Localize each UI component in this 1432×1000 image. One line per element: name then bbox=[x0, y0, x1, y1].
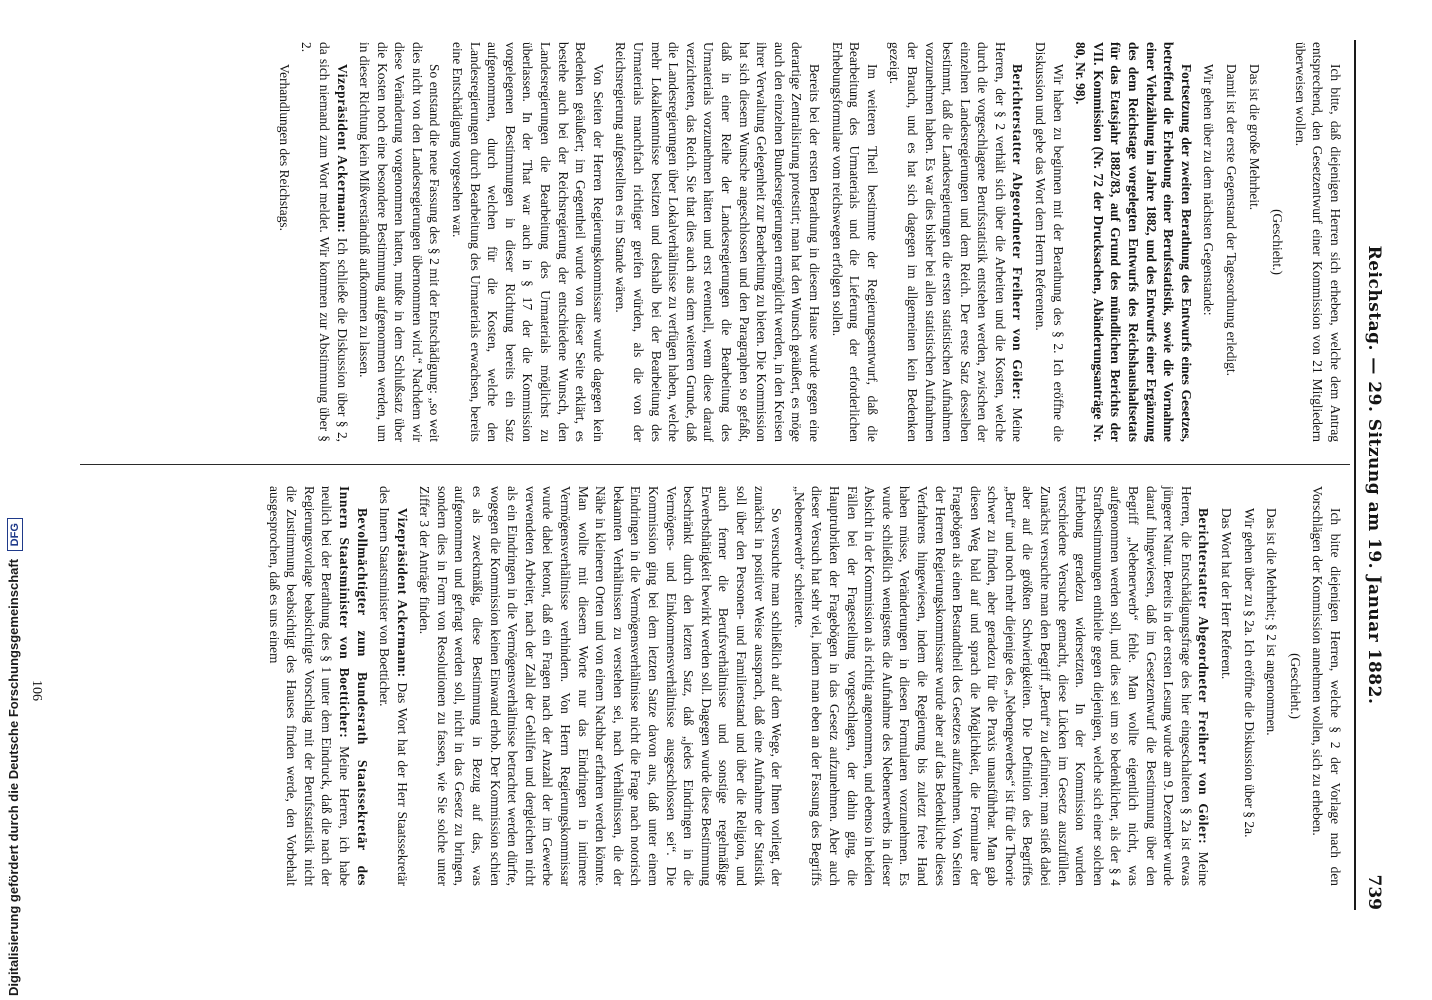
paragraph: Wir haben zu beginnen mit der Berathung des § 2. Ich eröffne die Diskussion und gebe das Wort dem Herrn Referenten. bbox=[1033, 42, 1066, 442]
stage-direction: (Geschieht.) bbox=[1270, 209, 1286, 275]
speaker-name: Bevollmächtigter zum Bundesrath Staatssekretär des Innern Staatsminister von Boetticher: bbox=[336, 486, 370, 886]
paragraph: So entstand die neue Fassung des § 2 mit der Entschädigung: „so weit dies nicht von den Landesregierungen übernommen wird.“ Nachdem wir diese Veränderung vorgenommen hatten, mußte in dem Schlußsatz über die Kosten noch eine besondere Bestimmung aufgenommen werden, um in dieser Richtung kein Mißverständniß aufkommen zu lassen. bbox=[357, 42, 443, 442]
speech-paragraph bbox=[265, 486, 371, 886]
speech-text: Meine Herren, die Entschädigungsfrage des hier eingeschalteten § 2a ist etwas jüngerer Natur. Bereits in der ersten Lesung wurde am 9. Dezember wurde darauf hingewiesen, daß im Gesetzentwurf die Bestimmung über den Begriff „Nebenerwerb“ fehle. Man wollte eigentlich nicht, was aufgenommen werden soll, und dies sei um so bedenklicher, als der § 4 Strafbestimmungen enthielte gegen diejenigen, welche sich einer solchen Erhebung geradezu widersetzten. In der Kommission wurden verschiedene Versuche gemacht, diese Lücken im Gesetz auszufüllen. Zunächst versuchte man den Begriff „Beruf“ zu definiren; man stieß dabei aber auf die größten Schwierigkeiten. Die Definition des Begriffes „Beruf“ und noch mehr diejenige des „Nebengewerbes“ ist für die Theorie schwer zu finden, aber geradezu für die Praxis unausführbar. Man gab diesen Weg bald auf und sprach die Möglichkeit, die Formulare der Fragebögen als einen Bestandtheil des Gesetzes aufzunehmen. Von Seiten der Herren Regierungskommissare wurde aber auf das Bedenkliche dieses Verfahrens hingewiesen, indem die Regierung bis zuletzt freie Hand haben müsse, Veränderungen in diesen Formularen vorzunehmen. Es wurde schließlich wenigstens die Aufnahme des Nebenerwerbs in dieser Absicht in der Kommission als richtig angenommen, und ebenso in beiden Fällen bei der Fragestellung vorgeschlagen, der dahin ging, die Hauptrubriken der Fragebögen in das Gesetz aufzunehmen. Aber auch dieser Versuch hat sehr viel, indem man eben an der Fassung des Begriffs „Nebenerwerb“ scheiterte. bbox=[791, 486, 1212, 887]
stage-direction: (Geschieht.) bbox=[1287, 653, 1303, 719]
paragraph: Das ist die große Mehrheit. bbox=[1246, 64, 1262, 211]
running-head-title: Reichstag. — 29. Sitzung am 19. Januar 1882. bbox=[1364, 245, 1384, 705]
speaker-name: Berichterstatter Abgeordneter Freiherr von Göler: bbox=[1196, 508, 1212, 845]
paragraph: Im weiteren Theil bestimmte der Regierungsentwurf, daß die Bearbeitung des Urmaterials und die Lieferung der erforderlichen Erhebungsformulare vom reichswegen erfolgen sollen. bbox=[829, 42, 880, 442]
dfg-logo: DFG bbox=[7, 518, 23, 551]
speech-text: Das Wort hat der Herr Staatssekretär des Innern Staatsminister von Boetticher. bbox=[377, 486, 410, 886]
paragraph: Ich bitte, daß diejenigen Herren sich erheben, welche dem Antrag entsprechend, den Gesetzentwurf einer Kommission von 21 Mitgliedern überweisen wollen. bbox=[1292, 42, 1343, 442]
paragraph: Wir gehen über zu dem nächsten Gegenstande: bbox=[1201, 64, 1217, 316]
paragraph: Das Wort hat der Herr Referent. bbox=[1219, 508, 1235, 680]
paragraph: Wir gehen über zu § 2a. Ich eröffne die Diskussion über § 2a. bbox=[1241, 508, 1257, 838]
paragraph: Verhandlungen des Reichstags. bbox=[276, 64, 292, 231]
agenda-item: Fortsetzung der zweiten Berathung des Entwurfs eines Gesetzes, betreffend die Erhebung einer Berufsstatistik, sowie die Vornahme einer Viehzählung im Jahre 1882, und des Entwurfs einer Ergänzung des dem Reichstage vorgelegten Entwurfs des Reichshaushaltsetats für das Etatsjahr 1882/83, auf Grund des mündlichen Berichts der VII. Kommission (Nr. 72 der Drucksachen, Abänderungsanträge Nr. 80, Nr. 98). bbox=[1073, 42, 1194, 442]
page-number: 739 bbox=[1364, 874, 1384, 910]
speech-text: Meine Herren, der § 2 verhält sich über die Arbeiten und die Kosten, welche durch die vorgeschlagene Berufsstatistik entstehen werden, zwischen der einzelnen Landesregierungen und dem Reich. Der erste Satz desselben bestimmt, daß die Landesregierungen die ersten statistischen Aufnahmen vorzunehmen haben. Es war dies bisher bei allen statistischen Aufnahmen der Brauch, und es hat sich dagegen im allgemeinen kein Bedenken gezeigt. bbox=[887, 42, 1026, 443]
left-column bbox=[270, 42, 1344, 442]
digitization-note-text: Digitalisierung gefördert durch die Deutsche Forschungsgemeinschaft bbox=[6, 558, 21, 996]
speaker-name: Vizepräsident Ackermann: bbox=[394, 508, 410, 678]
paragraph: Von Seiten der Herren Regierungskommissare wurde dagegen kein Bedenken geäußert; im Gegentheil wurde von dieser Seite erklärt, es bestehe auch bei der Reichsregierung der entschiedene Wunsch, den Landesregierungen die Bearbeitung des Urmaterials möglichst zu überlassen. In der That war auch in § 17 der die Kommission vorgelegenen Bestimmungen in dieser Richtung bereits ein Satz aufgenommen, durch welchen für die Kosten, welche den Landesregierungen durch Bearbeitung des Urmaterials erwachsen, bereits eine Entschädigung vorgesehen war. bbox=[450, 42, 606, 442]
paragraph: Das ist die Mehrheit; § 2 ist angenommen. bbox=[1264, 508, 1280, 736]
speech-paragraph bbox=[886, 42, 1027, 442]
speech-paragraph bbox=[376, 486, 411, 886]
speech-text: Ich schließe die Diskussion über § 2, da sich niemand zum Wort meldet. Wir kommen zur Abstimmung über § 2. bbox=[299, 42, 350, 442]
column-divider bbox=[80, 464, 1350, 465]
speaker-name: Berichterstatter Abgeordneter Freiherr von Göler: bbox=[1010, 64, 1026, 401]
digitization-note bbox=[6, 0, 26, 996]
paragraph: Ich bitte diejenigen Herren, welche § 2 der Vorlage nach den Vorschlägen der Kommission annehmen wollen, sich zu erheben. bbox=[1310, 486, 1343, 886]
page-signature: 106 bbox=[29, 680, 44, 701]
speech-text: Meine Herren, ich habe neulich bei der Berathung des § 1 unter dem Eindruck, daß die nach der Regierungsvorlage beabsichtigte Vorschlag mit der Berufsstatistik nicht die Zustimmung beabsichtigt des Hauses finden werde, den Vorbehalt ausgesprochen, daß es uns einem bbox=[266, 486, 352, 886]
paragraph: Damit ist der erste Gegenstand der Tagesordnung erledigt. bbox=[1224, 64, 1240, 376]
speech-paragraph bbox=[298, 42, 351, 442]
speech-paragraph bbox=[790, 486, 1212, 886]
speaker-name: Vizepräsident Ackermann: bbox=[334, 64, 350, 234]
right-column bbox=[260, 486, 1344, 886]
running-head bbox=[1360, 40, 1384, 910]
header-rule bbox=[1354, 40, 1356, 910]
paragraph: So versuchte man schließlich auf dem Wege, der Ihnen vorliegt, der zunächst in positiver Weise aussprach, daß eine Aufnahme der Statistik soll über den Personen- und Familienstand und über die Religion, und auch ferner die Berufsverhältnisse und sonstige regelmäßige Erwerbsthätigkeit bewirkt werden soll. Dagegen wurde diese Bestimmung beschränkt durch den letzten Satz, daß „jedes Eindringen in die Vermögens- und Einkommensverhältnisse ausgeschlossen sei“. Die Kommission ging bei dem letzten Satze davon aus, daß unter einem Eindringen in die Vermögensverhältnisse nicht die Frage nach notorisch bekannten Verhältnissen zu verstehen sei, nach Verhältnissen, die der Nähe in kleineren Orten und von einem Nachbar erfahren werden könnte. Man wollte mit diesem Worte nur das Eindringen in intimere Vermögensverhältnisse verhindern. Von Herrn Regierungskommissar wurde dabei betont, daß ein Fragen nach der Anzahl der im Gewerbe verwendeten Arbeiter, nach der Zahl der Gehilfen und dergleichen nicht als ein Eindringen in die Vermögensverhältnisse betrachtet werden dürfte, wogegen die Kommission keinen Einwand erhob. Der Kommission schien es als zweckmäßig, diese Bestimmung in Bezug auf das, was aufgenommen und gefragt werden soll, nicht in das Gesetz zu bringen, sondern dies in Form von Resolutionen zu fassen, wie Sie solche unter Ziffer 3 der Anträge finden. bbox=[417, 486, 785, 886]
paragraph: Bereits bei der ersten Berathung in diesem Hause wurde gegen eine derartige Zentralisirung protestirt; man hat den Wunsch geäußert, es möge auch den einzelnen Bundesregierungen ermöglicht werden, in den Kreisen ihrer Verwaltung Gelegenheit zur Bearbeitung zu bieten. Die Kommission hat sich diesem Wunsche angeschlossen und den Paragraphen so gefaßt, daß in einer Reihe der Landesregierungen die Bearbeitung des Urmaterials vorzunehmen hätten und erst eventuell, wenn diese darauf verzichteten, das Reich. Sie that dies auch aus dem weiteren Grunde, daß die Landesregierungen über Lokalverhältnisse zu verfügen haben, welche mehr Lokalkenntnisse besitzen und deshalb bei der Bearbeitung des Urmaterials manchfach richtiger greifen würden, als die von der Reichsregierung aufgestellten es im Stande wären. bbox=[613, 42, 822, 442]
